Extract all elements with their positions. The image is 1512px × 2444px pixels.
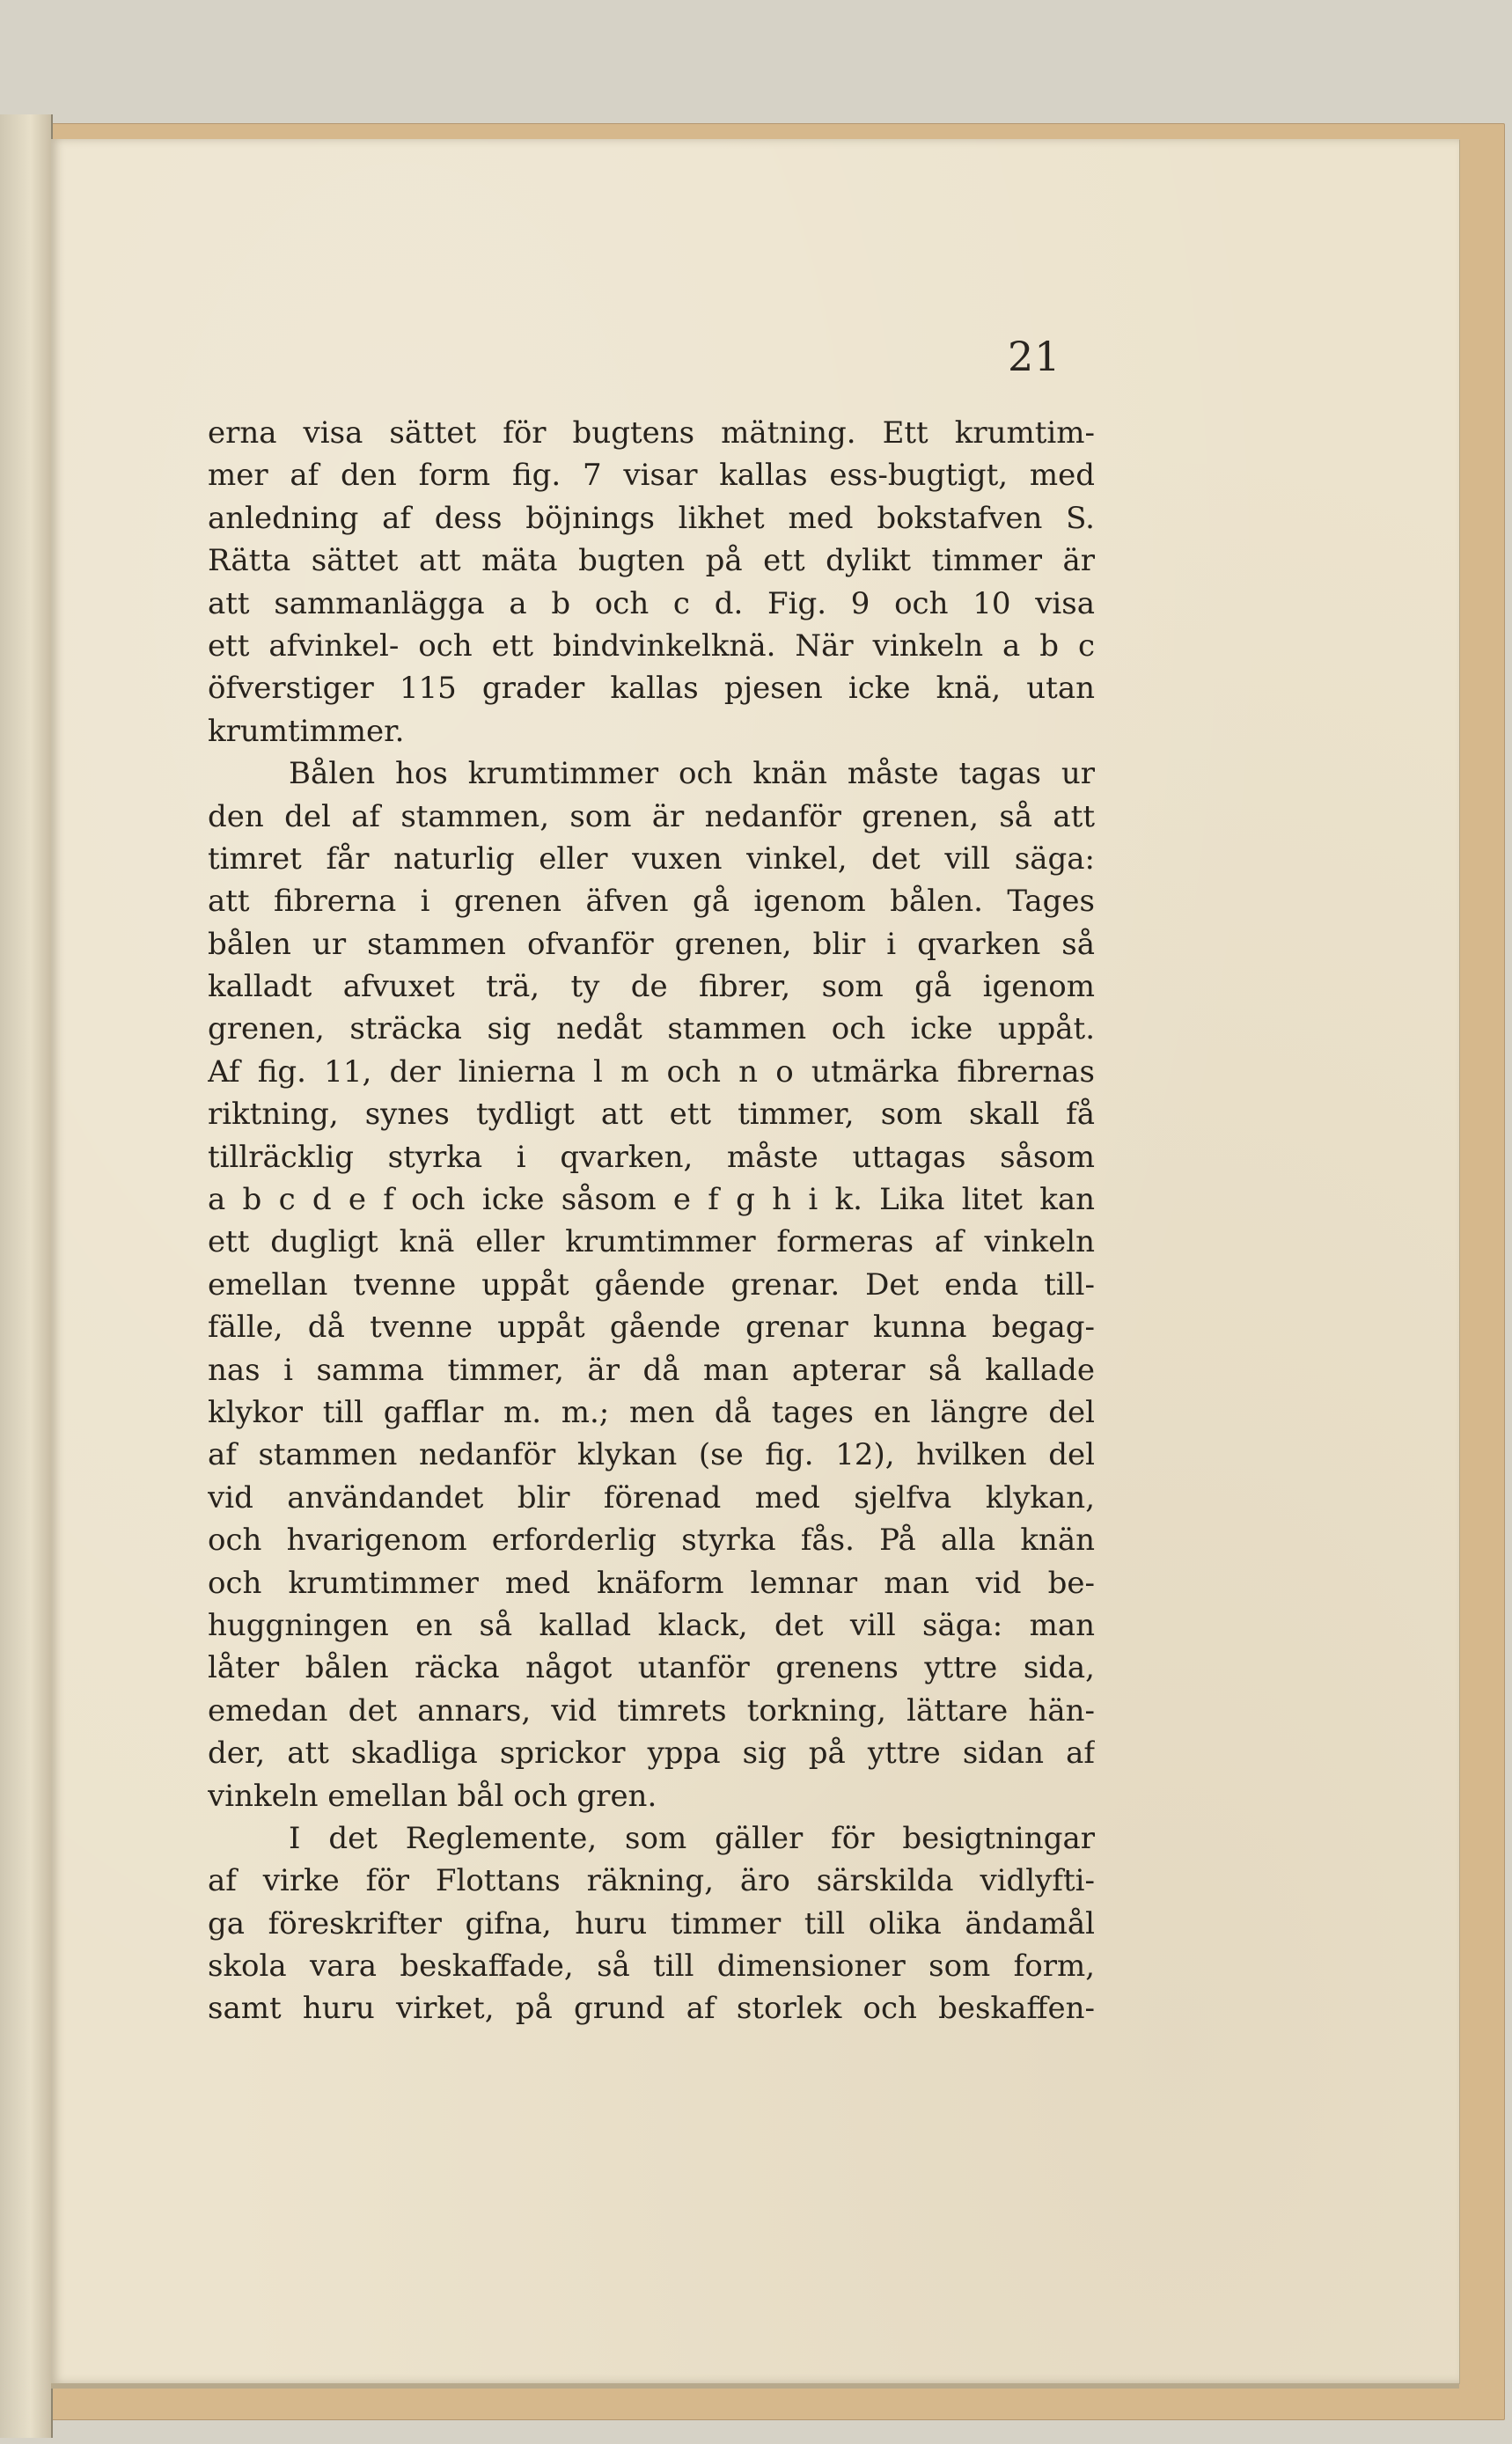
text-line: grenen, sträcka sig nedåt stammen och icke uppåt. bbox=[208, 1011, 1095, 1047]
page-number: 21 bbox=[1008, 333, 1061, 380]
text-line: timret får naturlig eller vuxen vinkel, det vill säga: bbox=[208, 840, 1095, 877]
text-line: klykor till gafflar m. m.; men då tages en längre del bbox=[208, 1394, 1095, 1430]
text-line: den del af stammen, som är nedanför grenen, så att bbox=[208, 798, 1095, 834]
text-line: huggningen en så kallad klack, det vill säga: man bbox=[208, 1607, 1095, 1643]
text-line: Bålen hos krumtimmer och knän måste tagas ur bbox=[289, 756, 1095, 792]
text-line: Af fig. 11, der linierna l m och n o utmärka fibrernas bbox=[208, 1053, 1095, 1090]
text-line: ga föreskrifter gifna, huru timmer till olika ändamål bbox=[208, 1905, 1095, 1941]
text-line: skola vara beskaffade, så till dimensioner som form, bbox=[208, 1949, 1095, 1985]
text-line: vinkeln emellan bål och gren. bbox=[208, 1778, 657, 1814]
text-line: Rätta sättet att mäta bugten på ett dylikt timmer är bbox=[208, 543, 1095, 579]
text-line: der, att skadliga sprickor yppa sig på yttre sidan af bbox=[208, 1736, 1095, 1772]
text-line: erna visa sättet för bugtens mätning. Ett krumtim- bbox=[208, 415, 1095, 451]
page-bottom-edge bbox=[51, 2383, 1459, 2389]
text-line: mer af den form fig. 7 visar kallas ess-bugtigt, med bbox=[208, 458, 1095, 494]
text-line: nas i samma timmer, är då man apterar så kallade bbox=[208, 1352, 1095, 1388]
text-line: vid användandet blir förenad med sjelfva klykan, bbox=[208, 1479, 1095, 1516]
text-line: låter bålen räcka något utanför grenens yttre sida, bbox=[208, 1650, 1095, 1686]
text-line: och krumtimmer med knäform lemnar man vid be- bbox=[208, 1565, 1095, 1601]
text-line: I det Reglemente, som gäller för besigtningar bbox=[289, 1820, 1095, 1856]
left-page-edge bbox=[0, 114, 53, 2438]
text-line: öfverstiger 115 grader kallas pjesen icke knä, utan bbox=[208, 671, 1095, 707]
text-line: att fibrerna i grenen äfven gå igenom bålen. Tages bbox=[208, 884, 1095, 920]
text-line: emellan tvenne uppåt gående grenar. Det enda till- bbox=[208, 1266, 1095, 1303]
text-line: af virke för Flottans räkning, äro särskilda vidlyfti- bbox=[208, 1863, 1095, 1899]
text-line: ett afvinkel- och ett bindvinkelknä. När vinkeln a b c bbox=[208, 628, 1095, 664]
text-line: samt huru virket, på grund af storlek och beskaffen- bbox=[208, 1991, 1095, 2027]
text-line: krumtimmer. bbox=[208, 713, 405, 749]
text-line: a b c d e f och icke såsom e f g h i k. Lika litet kan bbox=[208, 1182, 1095, 1218]
text-line: ett dugligt knä eller krumtimmer formeras af vinkeln bbox=[208, 1224, 1095, 1260]
text-line: emedan det annars, vid timrets torkning, lättare hän- bbox=[208, 1692, 1095, 1728]
text-line: bålen ur stammen ofvanför grenen, blir i qvarken så bbox=[208, 926, 1095, 962]
text-line: och hvarigenom erforderlig styrka fås. På alla knän bbox=[208, 1523, 1095, 1559]
text-line: att sammanlägga a b och c d. Fig. 9 och 10 visa bbox=[208, 585, 1095, 621]
text-line: anledning af dess böjnings likhet med bokstafven S. bbox=[208, 500, 1095, 536]
text-line: fälle, då tvenne uppåt gående grenar kunna begag- bbox=[208, 1310, 1095, 1346]
body-text bbox=[208, 412, 1095, 2030]
text-line: kalladt afvuxet trä, ty de fibrer, som gå igenom bbox=[208, 969, 1095, 1005]
text-line: tillräcklig styrka i qvarken, måste uttagas såsom bbox=[208, 1139, 1095, 1175]
text-line: af stammen nedanför klykan (se fig. 12), hvilken del bbox=[208, 1437, 1095, 1473]
text-line: riktning, synes tydligt att ett timmer, som skall få bbox=[208, 1097, 1095, 1133]
